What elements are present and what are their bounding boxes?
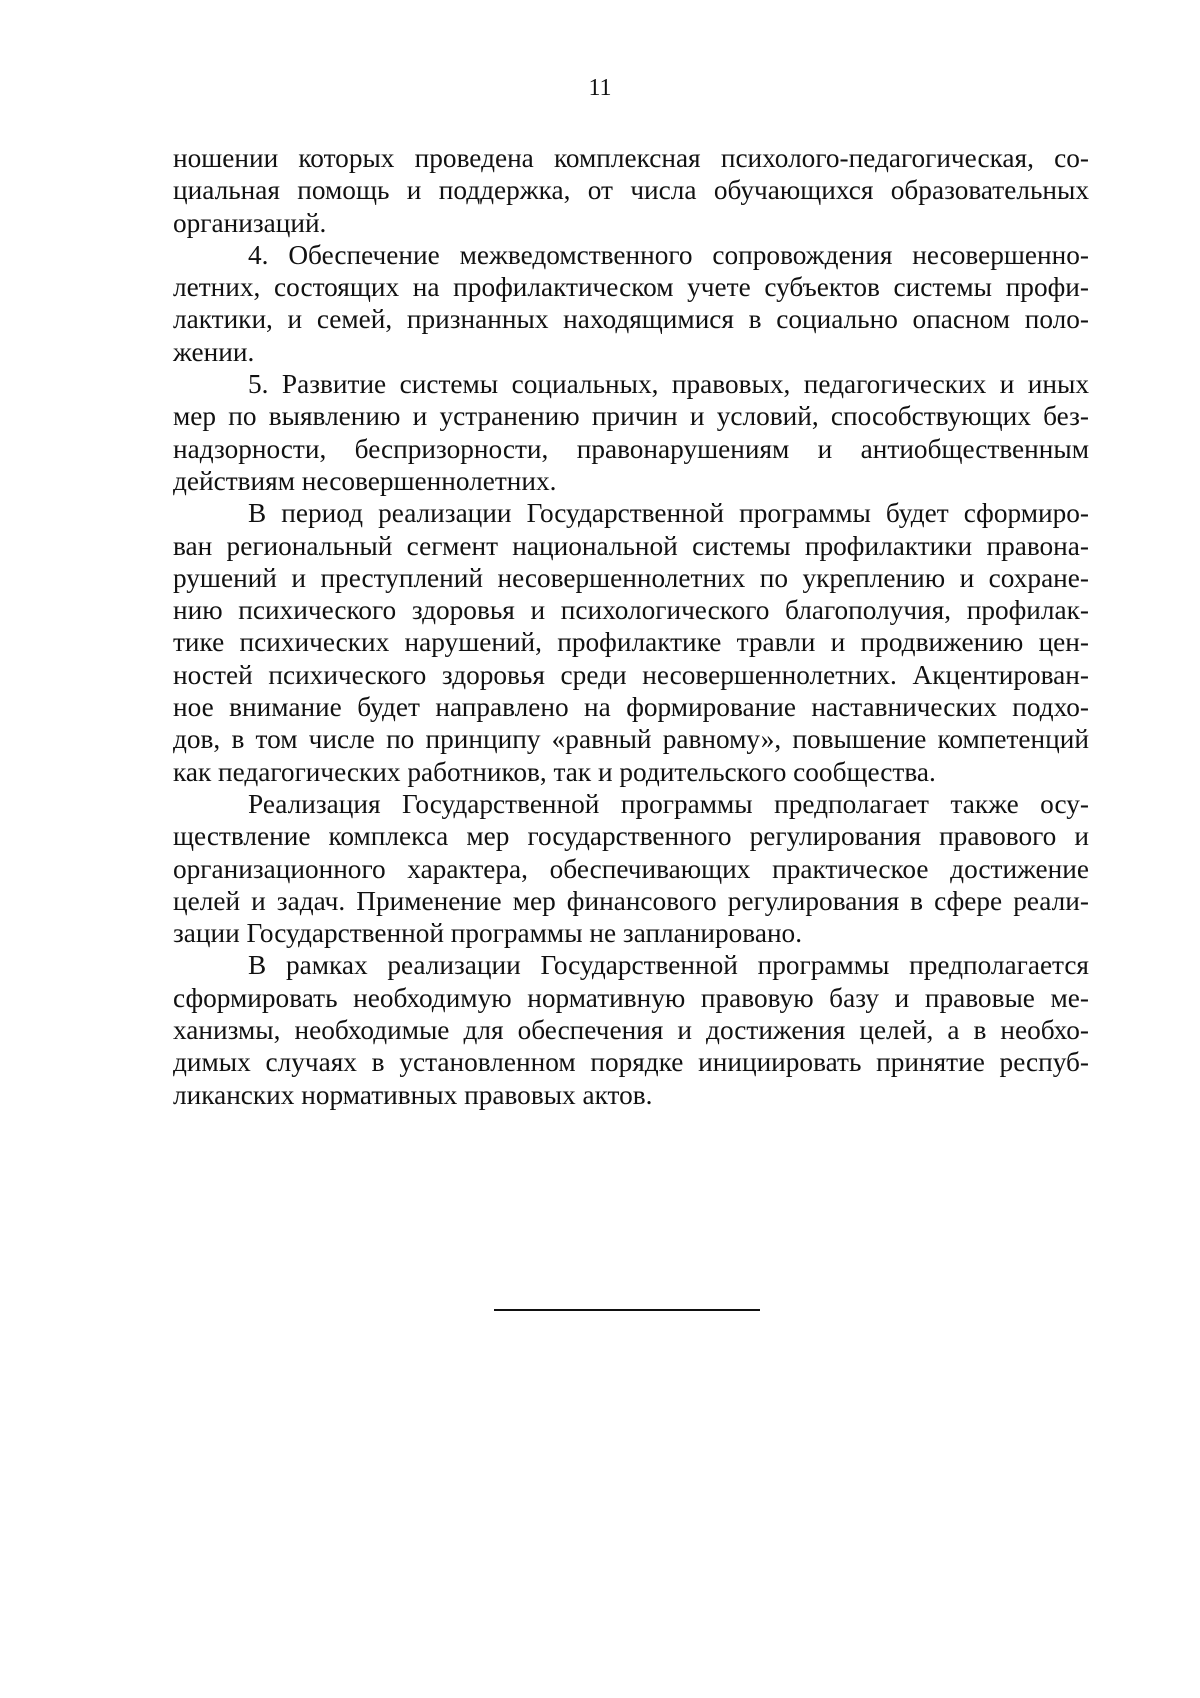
text-line: летних, состоящих на профилактическом учете субъектов системы профи-: [173, 272, 1089, 303]
text-line: ношении которых проведена комплексная психолого-педагогическая, со-: [173, 143, 1089, 173]
text-line: лактики, и семей, признанных находящимися в социально опасном поло-: [173, 304, 1089, 335]
text-line: действиям несовершеннолетних.: [173, 465, 557, 496]
text-line: 5. Развитие системы социальных, правовых, педагогических и иных: [248, 369, 1089, 400]
text-line: В рамках реализации Государственной программы предполагается: [248, 950, 1089, 981]
text-line: ное внимание будет направлено на формирование наставнических подхо-: [173, 692, 1089, 723]
text-line: циальная помощь и поддержка, от числа обучающихся образовательных: [173, 175, 1089, 206]
text-line: целей и задач. Применение мер финансового регулирования в сфере реали-: [173, 885, 1089, 916]
text-line: 4. Обеспечение межведомственного сопровождения несовершенно-: [248, 239, 1089, 270]
text-line: нию психического здоровья и психологического благополучия, профилак-: [173, 595, 1089, 626]
text-line: ликанских нормативных правовых актов.: [173, 1079, 653, 1110]
paragraph-6: [173, 949, 1089, 1110]
text-line: сформировать необходимую нормативную правовую базу и правовые ме-: [173, 982, 1089, 1013]
text-line: ностей психического здоровья среди несовершеннолетних. Акцентирован-: [173, 659, 1089, 690]
paragraph-1: [173, 142, 1089, 239]
text-line: дов, в том числе по принципу «равный равному», повышение компетенций: [173, 724, 1089, 755]
paragraph-3: [173, 368, 1089, 497]
text-line: тике психических нарушений, профилактике травли и продвижению цен-: [173, 627, 1089, 658]
paragraph-5: [173, 788, 1089, 949]
text-line: димых случаях в установленном порядке инициировать принятие респуб-: [173, 1047, 1089, 1078]
text-line: Реализация Государственной программы предполагает также осу-: [248, 788, 1089, 819]
page-number: 11: [588, 75, 612, 101]
text-line: мер по выявлению и устранению причин и условий, способствующих без-: [173, 401, 1089, 432]
text-line: ханизмы, необходимые для обеспечения и достижения целей, а в необхо-: [173, 1015, 1089, 1046]
end-of-document-rule: [494, 1309, 760, 1311]
text-line: организаций.: [173, 207, 327, 238]
text-line: зации Государственной программы не запланировано.: [173, 918, 803, 949]
text-line: В период реализации Государственной программы будет сформиро-: [248, 498, 1089, 529]
text-line: как педагогических работников, так и родительского сообщества.: [173, 756, 936, 787]
paragraph-2: [173, 239, 1089, 368]
text-line: организационного характера, обеспечивающих практическое достижение: [173, 853, 1089, 884]
document-body: [173, 142, 1089, 1111]
text-line: рушений и преступлений несовершеннолетних по укреплению и сохране-: [173, 562, 1089, 593]
text-line: жении.: [173, 336, 255, 367]
paragraph-4: [173, 497, 1089, 788]
text-line: ван региональный сегмент национальной системы профилактики правона-: [173, 530, 1089, 561]
text-line: ществление комплекса мер государственного регулирования правового и: [173, 821, 1089, 852]
text-line: надзорности, беспризорности, правонарушениям и антиобщественным: [173, 433, 1089, 464]
